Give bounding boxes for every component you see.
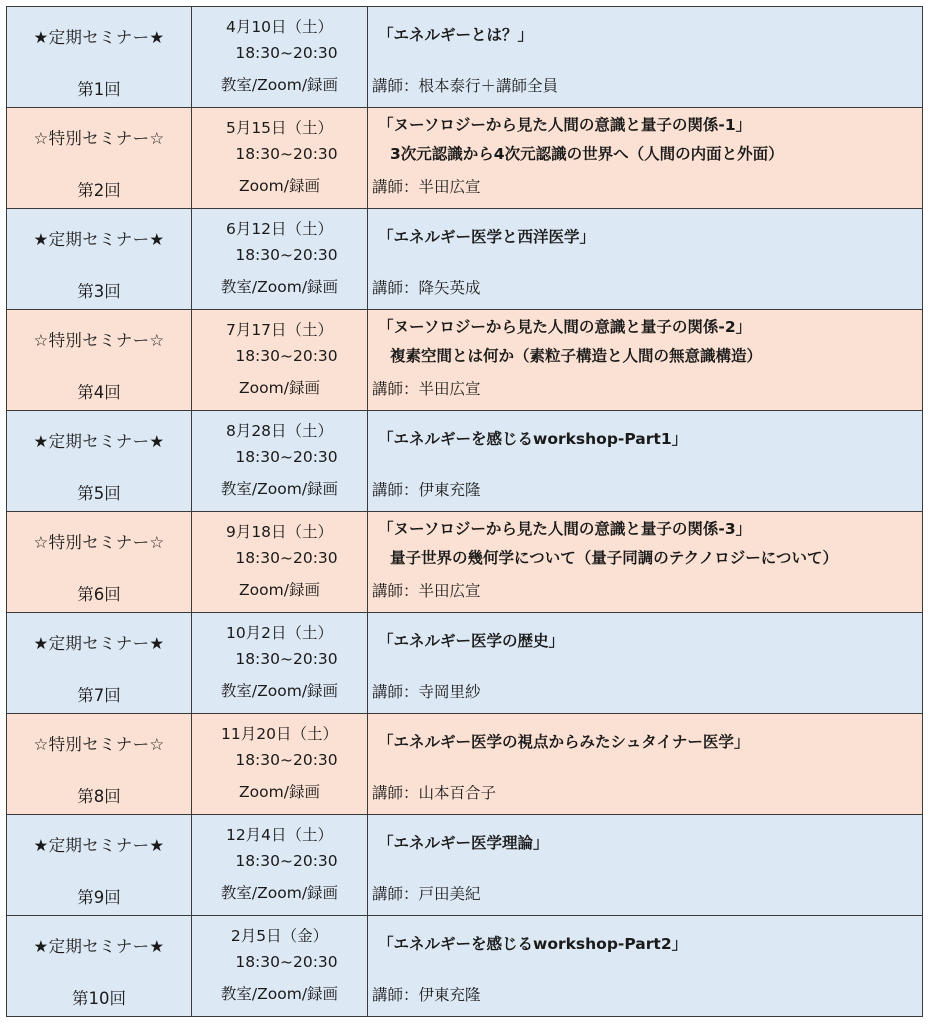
seminar-type: ★定期セミナー★	[33, 28, 165, 47]
session-number: 第3回	[77, 282, 121, 301]
seminar-schedule-table	[6, 6, 923, 1017]
seminar-type-cell	[7, 209, 192, 310]
session-date: 4月10日（土）	[225, 18, 334, 36]
session-time: 18:30~20:30	[235, 44, 338, 62]
session-date: 11月20日（土）	[221, 725, 338, 743]
seminar-lecturer: 講師：寺岡里紗	[372, 683, 481, 701]
seminar-type-cell	[7, 411, 192, 512]
seminar-type: ☆特別セミナー☆	[33, 331, 165, 350]
session-date: 5月15日（土）	[225, 119, 334, 137]
session-time: 18:30~20:30	[235, 953, 338, 971]
session-number: 第10回	[72, 989, 126, 1008]
seminar-type-cell	[7, 613, 192, 714]
seminar-type: ☆特別セミナー☆	[33, 129, 165, 148]
seminar-type-cell	[7, 108, 192, 209]
session-time: 18:30~20:30	[235, 145, 338, 163]
seminar-type: ★定期セミナー★	[33, 836, 165, 855]
session-time: 18:30~20:30	[235, 852, 338, 870]
seminar-row	[7, 916, 923, 1017]
seminar-type: ★定期セミナー★	[33, 634, 165, 653]
seminar-lecturer: 講師：降矢英成	[372, 279, 481, 297]
seminar-title: 「ヌーソロジーから見た人間の意識と量子の関係-3」	[378, 520, 752, 538]
seminar-row	[7, 209, 923, 310]
seminar-title: 「エネルギーを感じるworkshop-Part1」	[378, 430, 688, 448]
seminar-title: 「エネルギー医学理論」	[378, 834, 549, 852]
seminar-content-cell	[368, 7, 923, 108]
seminar-title: 「エネルギーを感じるworkshop-Part2」	[378, 935, 688, 953]
session-venue: Zoom/録画	[239, 581, 320, 599]
seminar-date-cell	[192, 7, 368, 108]
seminar-type: ☆特別セミナー☆	[33, 533, 165, 552]
seminar-title: 「ヌーソロジーから見た人間の意識と量子の関係-1」	[378, 116, 752, 134]
seminar-date-cell	[192, 209, 368, 310]
seminar-content-cell	[368, 916, 923, 1017]
session-venue: 教室/Zoom/録画	[220, 682, 339, 700]
seminar-type-cell	[7, 916, 192, 1017]
seminar-type: ★定期セミナー★	[33, 432, 165, 451]
seminar-content-cell	[368, 411, 923, 512]
seminar-type: ★定期セミナー★	[33, 937, 165, 956]
seminar-lecturer: 講師：半田広宣	[372, 178, 481, 196]
seminar-date-cell	[192, 512, 368, 613]
seminar-title: 「エネルギー医学の視点からみたシュタイナー医学」	[378, 733, 750, 751]
seminar-content-cell	[368, 209, 923, 310]
seminar-title: 「エネルギーとは？」	[378, 26, 534, 44]
seminar-date-cell	[192, 411, 368, 512]
seminar-content-cell	[368, 714, 923, 815]
session-date: 6月12日（土）	[225, 220, 334, 238]
session-venue: 教室/Zoom/録画	[220, 76, 339, 94]
session-number: 第7回	[77, 686, 121, 705]
seminar-content-cell	[368, 613, 923, 714]
session-venue: 教室/Zoom/録画	[220, 985, 339, 1003]
seminar-type-cell	[7, 7, 192, 108]
session-venue: 教室/Zoom/録画	[220, 884, 339, 902]
seminar-title: 「エネルギー医学の歴史」	[378, 632, 565, 650]
seminar-lecturer: 講師：半田広宣	[372, 582, 481, 600]
session-date: 8月28日（土）	[225, 422, 334, 440]
seminar-title: 「エネルギー医学と西洋医学」	[378, 228, 596, 246]
seminar-title: 「ヌーソロジーから見た人間の意識と量子の関係-2」	[378, 318, 752, 336]
session-number: 第1回	[77, 80, 121, 99]
seminar-type-cell	[7, 714, 192, 815]
seminar-date-cell	[192, 714, 368, 815]
seminar-date-cell	[192, 310, 368, 411]
session-venue: Zoom/録画	[239, 177, 320, 195]
seminar-type: ★定期セミナー★	[33, 230, 165, 249]
seminar-date-cell	[192, 916, 368, 1017]
session-date: 2月5日（金）	[230, 927, 329, 945]
session-date: 10月2日（土）	[225, 624, 334, 642]
seminar-lecturer: 講師：伊東充隆	[372, 986, 481, 1004]
seminar-row	[7, 310, 923, 411]
seminar-content-cell	[368, 108, 923, 209]
session-venue: 教室/Zoom/録画	[220, 278, 339, 296]
seminar-lecturer: 講師：半田広宣	[372, 380, 481, 398]
session-number: 第4回	[77, 383, 121, 402]
seminar-date-cell	[192, 815, 368, 916]
seminar-subtitle: 3次元認識から4次元認識の世界へ（人間の内面と外面）	[390, 145, 784, 163]
session-date: 7月17日（土）	[225, 321, 334, 339]
session-number: 第9回	[77, 888, 121, 907]
seminar-subtitle: 複素空間とは何か（素粒子構造と人間の無意識構造）	[390, 347, 763, 365]
seminar-type: ☆特別セミナー☆	[33, 735, 165, 754]
seminar-type-cell	[7, 512, 192, 613]
seminar-date-cell	[192, 613, 368, 714]
seminar-lecturer: 講師：山本百合子	[372, 784, 497, 802]
session-time: 18:30~20:30	[235, 650, 338, 668]
session-time: 18:30~20:30	[235, 246, 338, 264]
session-number: 第5回	[77, 484, 121, 503]
session-time: 18:30~20:30	[235, 751, 338, 769]
seminar-row	[7, 7, 923, 108]
session-number: 第8回	[77, 787, 121, 806]
session-time: 18:30~20:30	[235, 347, 338, 365]
seminar-lecturer: 講師：戸田美紀	[372, 885, 481, 903]
seminar-row	[7, 815, 923, 916]
seminar-row	[7, 108, 923, 209]
session-date: 9月18日（土）	[225, 523, 334, 541]
seminar-content-cell	[368, 310, 923, 411]
session-venue: 教室/Zoom/録画	[220, 480, 339, 498]
session-time: 18:30~20:30	[235, 549, 338, 567]
session-number: 第2回	[77, 181, 121, 200]
seminar-lecturer: 講師：根本泰行＋講師全員	[372, 77, 559, 95]
session-venue: Zoom/録画	[239, 379, 320, 397]
seminar-lecturer: 講師：伊東充隆	[372, 481, 481, 499]
seminar-subtitle: 量子世界の幾何学について（量子同調のテクノロジーについて）	[390, 549, 838, 567]
seminar-content-cell	[368, 512, 923, 613]
seminar-content-cell	[368, 815, 923, 916]
seminar-row	[7, 613, 923, 714]
seminar-row	[7, 714, 923, 815]
seminar-row	[7, 411, 923, 512]
session-date: 12月4日（土）	[225, 826, 334, 844]
seminar-rows	[7, 7, 923, 1017]
session-time: 18:30~20:30	[235, 448, 338, 466]
session-number: 第6回	[77, 585, 121, 604]
seminar-type-cell	[7, 815, 192, 916]
seminar-date-cell	[192, 108, 368, 209]
session-venue: Zoom/録画	[239, 783, 320, 801]
seminar-type-cell	[7, 310, 192, 411]
seminar-row	[7, 512, 923, 613]
